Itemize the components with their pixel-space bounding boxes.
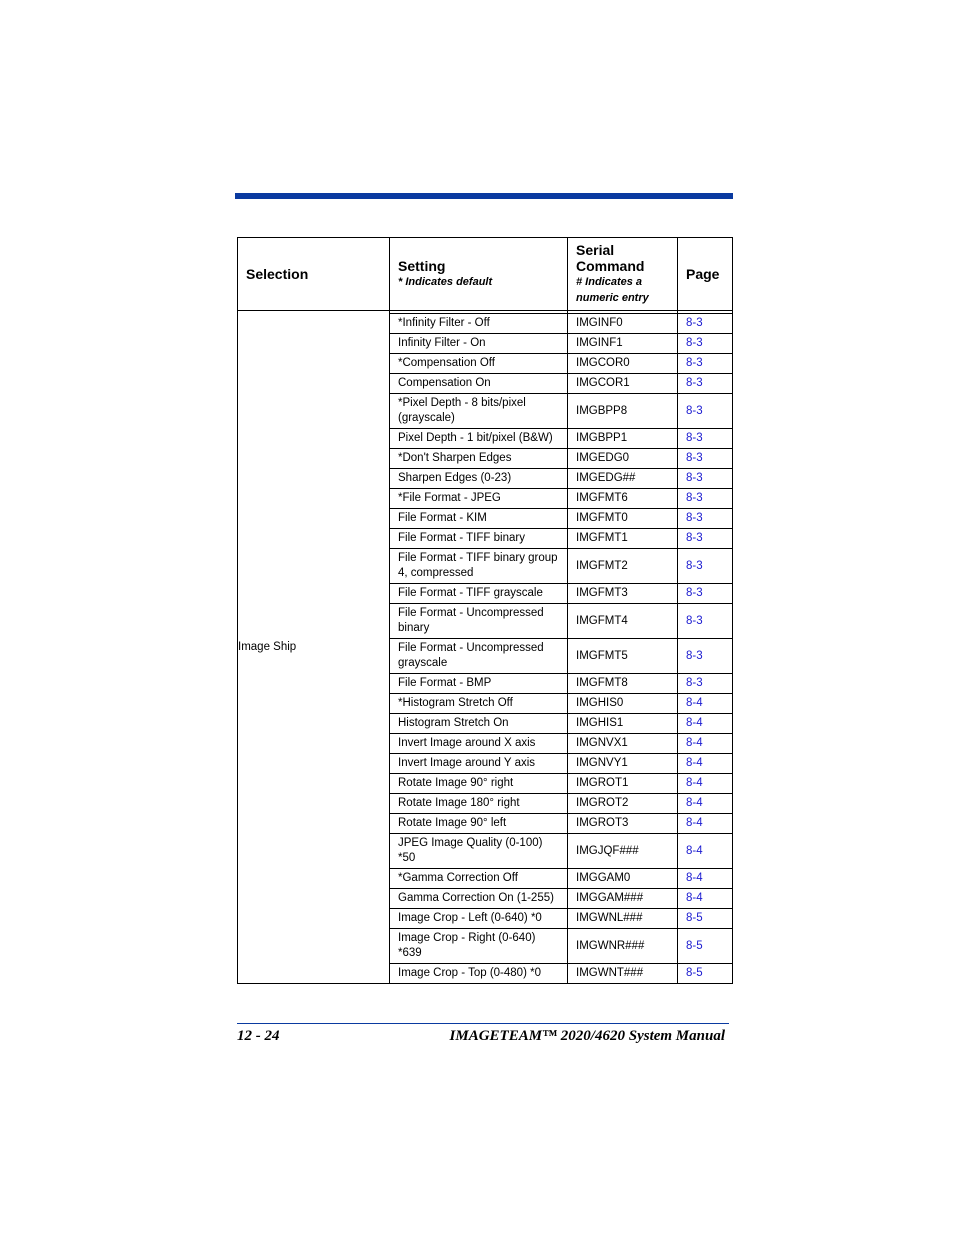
serial-command-cell: IMGINF1 [568, 334, 678, 354]
serial-command-cell: IMGFMT4 [568, 604, 678, 639]
setting-cell: File Format - KIM [390, 509, 568, 529]
page-cell [678, 929, 733, 964]
serial-command-cell: IMGWNR### [568, 929, 678, 964]
command-table [237, 237, 733, 984]
page-link[interactable]: 8-3 [686, 649, 703, 662]
page-cell [678, 314, 733, 334]
setting-cell: *Pixel Depth - 8 bits/pixel (grayscale) [390, 394, 568, 429]
serial-command-cell: IMGFMT3 [568, 584, 678, 604]
serial-command-cell: IMGWNL### [568, 909, 678, 929]
page-cell [678, 814, 733, 834]
setting-cell: Compensation On [390, 374, 568, 394]
serial-command-cell: IMGHIS0 [568, 694, 678, 714]
page-link[interactable]: 8-4 [686, 697, 703, 709]
serial-command-cell: IMGFMT8 [568, 674, 678, 694]
serial-command-cell: IMGFMT0 [568, 509, 678, 529]
page-link[interactable]: 8-4 [686, 797, 703, 809]
page-cell [678, 429, 733, 449]
setting-cell: File Format - Uncompressed grayscale [390, 639, 568, 674]
page-link[interactable]: 8-3 [686, 559, 703, 572]
setting-cell: *Histogram Stretch Off [390, 694, 568, 714]
page-link[interactable]: 8-3 [686, 472, 703, 484]
setting-cell: *Gamma Correction Off [390, 869, 568, 889]
header-serial-command: Serial Command # Indicates a numeric entry [568, 238, 678, 311]
page-cell [678, 489, 733, 509]
page-cell [678, 509, 733, 529]
setting-cell: Invert Image around Y axis [390, 754, 568, 774]
page-link[interactable]: 8-5 [686, 939, 703, 952]
page-link[interactable]: 8-4 [686, 737, 703, 749]
page-cell [678, 889, 733, 909]
page-cell [678, 754, 733, 774]
setting-cell: Sharpen Edges (0-23) [390, 469, 568, 489]
page-link[interactable]: 8-3 [686, 492, 703, 504]
page-link[interactable]: 8-3 [686, 532, 703, 544]
page-link[interactable]: 8-3 [686, 587, 703, 599]
page-link[interactable]: 8-3 [686, 337, 703, 349]
page-cell [678, 694, 733, 714]
setting-cell: Image Crop - Left (0-640) *0 [390, 909, 568, 929]
serial-command-cell: IMGNVY1 [568, 754, 678, 774]
page-link[interactable]: 8-3 [686, 377, 703, 389]
page-link[interactable]: 8-4 [686, 844, 703, 857]
page-cell [678, 529, 733, 549]
serial-command-cell: IMGWNT### [568, 964, 678, 984]
serial-command-cell: IMGEDG## [568, 469, 678, 489]
setting-cell: Gamma Correction On (1-255) [390, 889, 568, 909]
page-cell [678, 674, 733, 694]
footer-page-number: 12 - 24 [237, 1028, 280, 1044]
header-setting: Setting * Indicates default [390, 238, 568, 311]
setting-cell: Rotate Image 90° left [390, 814, 568, 834]
serial-command-cell: IMGGAM### [568, 889, 678, 909]
serial-command-cell: IMGFMT1 [568, 529, 678, 549]
footer-rule [237, 1023, 729, 1024]
setting-cell: Pixel Depth - 1 bit/pixel (B&W) [390, 429, 568, 449]
page-cell [678, 869, 733, 889]
serial-command-cell: IMGFMT6 [568, 489, 678, 509]
page-cell [678, 374, 733, 394]
serial-command-cell: IMGGAM0 [568, 869, 678, 889]
page-cell [678, 774, 733, 794]
selection-cell: Image Ship [238, 311, 390, 984]
serial-command-cell: IMGINF0 [568, 314, 678, 334]
setting-cell: File Format - TIFF binary [390, 529, 568, 549]
page-link[interactable]: 8-4 [686, 757, 703, 769]
page-cell [678, 469, 733, 489]
serial-command-cell: IMGHIS1 [568, 714, 678, 734]
serial-command-cell: IMGBPP8 [568, 394, 678, 429]
setting-cell: Invert Image around X axis [390, 734, 568, 754]
setting-cell: *Infinity Filter - Off [390, 314, 568, 334]
setting-cell: *Compensation Off [390, 354, 568, 374]
setting-cell: *File Format - JPEG [390, 489, 568, 509]
setting-cell: File Format - Uncompressed binary [390, 604, 568, 639]
header-page: Page [678, 238, 733, 311]
page-cell [678, 604, 733, 639]
page-link[interactable]: 8-3 [686, 677, 703, 689]
page-link[interactable]: 8-4 [686, 817, 703, 829]
page-cell [678, 909, 733, 929]
page-link[interactable]: 8-5 [686, 912, 703, 924]
page-link[interactable]: 8-3 [686, 432, 703, 444]
setting-cell: Rotate Image 180° right [390, 794, 568, 814]
serial-command-cell: IMGCOR1 [568, 374, 678, 394]
serial-command-cell: IMGFMT5 [568, 639, 678, 674]
serial-command-cell: IMGEDG0 [568, 449, 678, 469]
page-cell [678, 394, 733, 429]
page-cell [678, 354, 733, 374]
page-cell [678, 834, 733, 869]
page-link[interactable]: 8-3 [686, 512, 703, 524]
page-link[interactable]: 8-5 [686, 967, 703, 979]
page-link[interactable]: 8-3 [686, 404, 703, 417]
serial-command-cell: IMGJQF### [568, 834, 678, 869]
page-link[interactable]: 8-3 [686, 357, 703, 369]
serial-command-cell: IMGROT2 [568, 794, 678, 814]
page-cell [678, 734, 733, 754]
page-link[interactable]: 8-3 [686, 452, 703, 464]
header-rule [235, 193, 733, 199]
setting-cell: Infinity Filter - On [390, 334, 568, 354]
setting-cell: Histogram Stretch On [390, 714, 568, 734]
setting-cell: JPEG Image Quality (0-100) *50 [390, 834, 568, 869]
page-cell [678, 714, 733, 734]
footer-manual-title: IMAGETEAM™ 2020/4620 System Manual [449, 1028, 725, 1044]
page-link[interactable]: 8-4 [686, 872, 703, 884]
page-cell [678, 794, 733, 814]
page-cell [678, 639, 733, 674]
setting-cell: File Format - TIFF grayscale [390, 584, 568, 604]
serial-command-cell: IMGROT3 [568, 814, 678, 834]
header-setting-note: * Indicates default [398, 276, 493, 288]
setting-cell: File Format - BMP [390, 674, 568, 694]
serial-command-cell: IMGFMT2 [568, 549, 678, 584]
page-cell [678, 334, 733, 354]
page-cell [678, 449, 733, 469]
setting-cell: Image Crop - Right (0-640) *639 [390, 929, 568, 964]
serial-command-cell: IMGBPP1 [568, 429, 678, 449]
page-cell [678, 964, 733, 984]
serial-command-cell: IMGROT1 [568, 774, 678, 794]
header-selection: Selection [238, 238, 390, 311]
serial-command-cell: IMGNVX1 [568, 734, 678, 754]
serial-command-cell: IMGCOR0 [568, 354, 678, 374]
header-serial-note: # Indicates a numeric entry [576, 276, 649, 304]
setting-cell: File Format - TIFF binary group 4, compressed [390, 549, 568, 584]
page-cell [678, 584, 733, 604]
page-link[interactable]: 8-4 [686, 777, 703, 789]
setting-cell: Image Crop - Top (0-480) *0 [390, 964, 568, 984]
page-link[interactable]: 8-3 [686, 614, 703, 627]
page-link[interactable]: 8-3 [686, 317, 703, 329]
setting-cell: Rotate Image 90° right [390, 774, 568, 794]
page-link[interactable]: 8-4 [686, 717, 703, 729]
page-cell [678, 549, 733, 584]
page-link[interactable]: 8-4 [686, 892, 703, 904]
table-header-row [238, 238, 733, 311]
setting-cell: *Don't Sharpen Edges [390, 449, 568, 469]
